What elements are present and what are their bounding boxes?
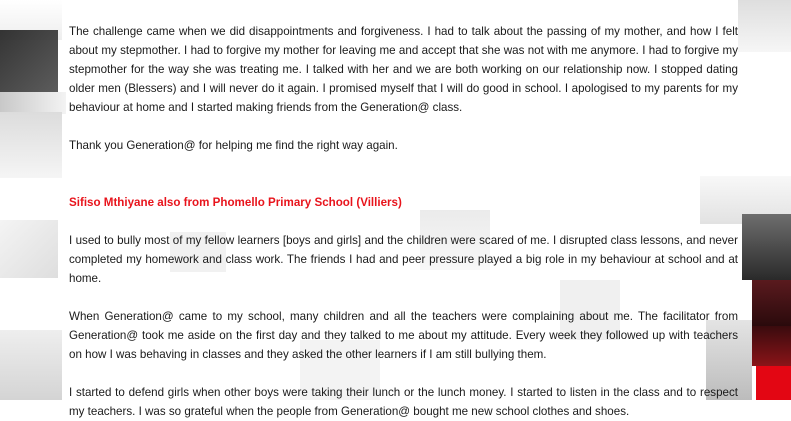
paragraph-defend-girls: I started to defend girls when other boys were taking their lunch or the lunch money. I started to listen in the class and to respect my teachers. I was so grateful when the people from Generation@ bought me new school clothes and shoes. — [69, 386, 738, 418]
bg-square-left-2 — [0, 30, 58, 92]
paragraph-bullying: I used to bully most of my fellow learners [boys and girls] and the children were scared of me. I disrupted class lessons, and never completed my homework and class work. The friends I had and peer pressure played a big role in my behaviour at school and at home. — [69, 234, 738, 285]
section-heading: Sifiso Mthiyane also from Phomello Primary School (Villiers) — [69, 196, 402, 209]
bg-square-right-red — [756, 366, 791, 400]
bg-square-right-1 — [738, 0, 791, 52]
bg-square-left-3 — [0, 92, 66, 114]
document-body — [69, 22, 738, 421]
paragraph-forgiveness: The challenge came when we did disappointments and forgiveness. I had to talk about the passing of my mother, and how I felt about my stepmother. I had to forgive my mother for leaving me and accept that she was not with me anymore. I had to forgive my stepmother for the way she was treating me. I talked with her and we are both working on our relationship now. I stopped dating older men (Blessers) and I will never do it again. I promised myself that I will do good in school. I apologised to my parents for my behaviour at home and I started making friends from the Generation@ class. — [69, 25, 738, 114]
bg-square-right-5 — [752, 326, 791, 366]
bg-square-left-6 — [0, 330, 62, 400]
bg-square-left-5 — [0, 220, 58, 278]
paragraph-generation-came: When Generation@ came to my school, many children and all the teachers were complaining about me. The facilitator from Generation@ took me aside on the first day and they talked to me about my attitude. Every week they followed up with teachers on how I was behaving in classes and they asked the other learners if I am still bullying them. — [69, 310, 738, 361]
bg-square-left-4 — [0, 112, 62, 178]
paragraph-thank-you: Thank you Generation@ for helping me find the right way again. — [69, 139, 398, 152]
bg-square-right-4 — [752, 280, 791, 326]
bg-square-right-3 — [742, 214, 791, 280]
